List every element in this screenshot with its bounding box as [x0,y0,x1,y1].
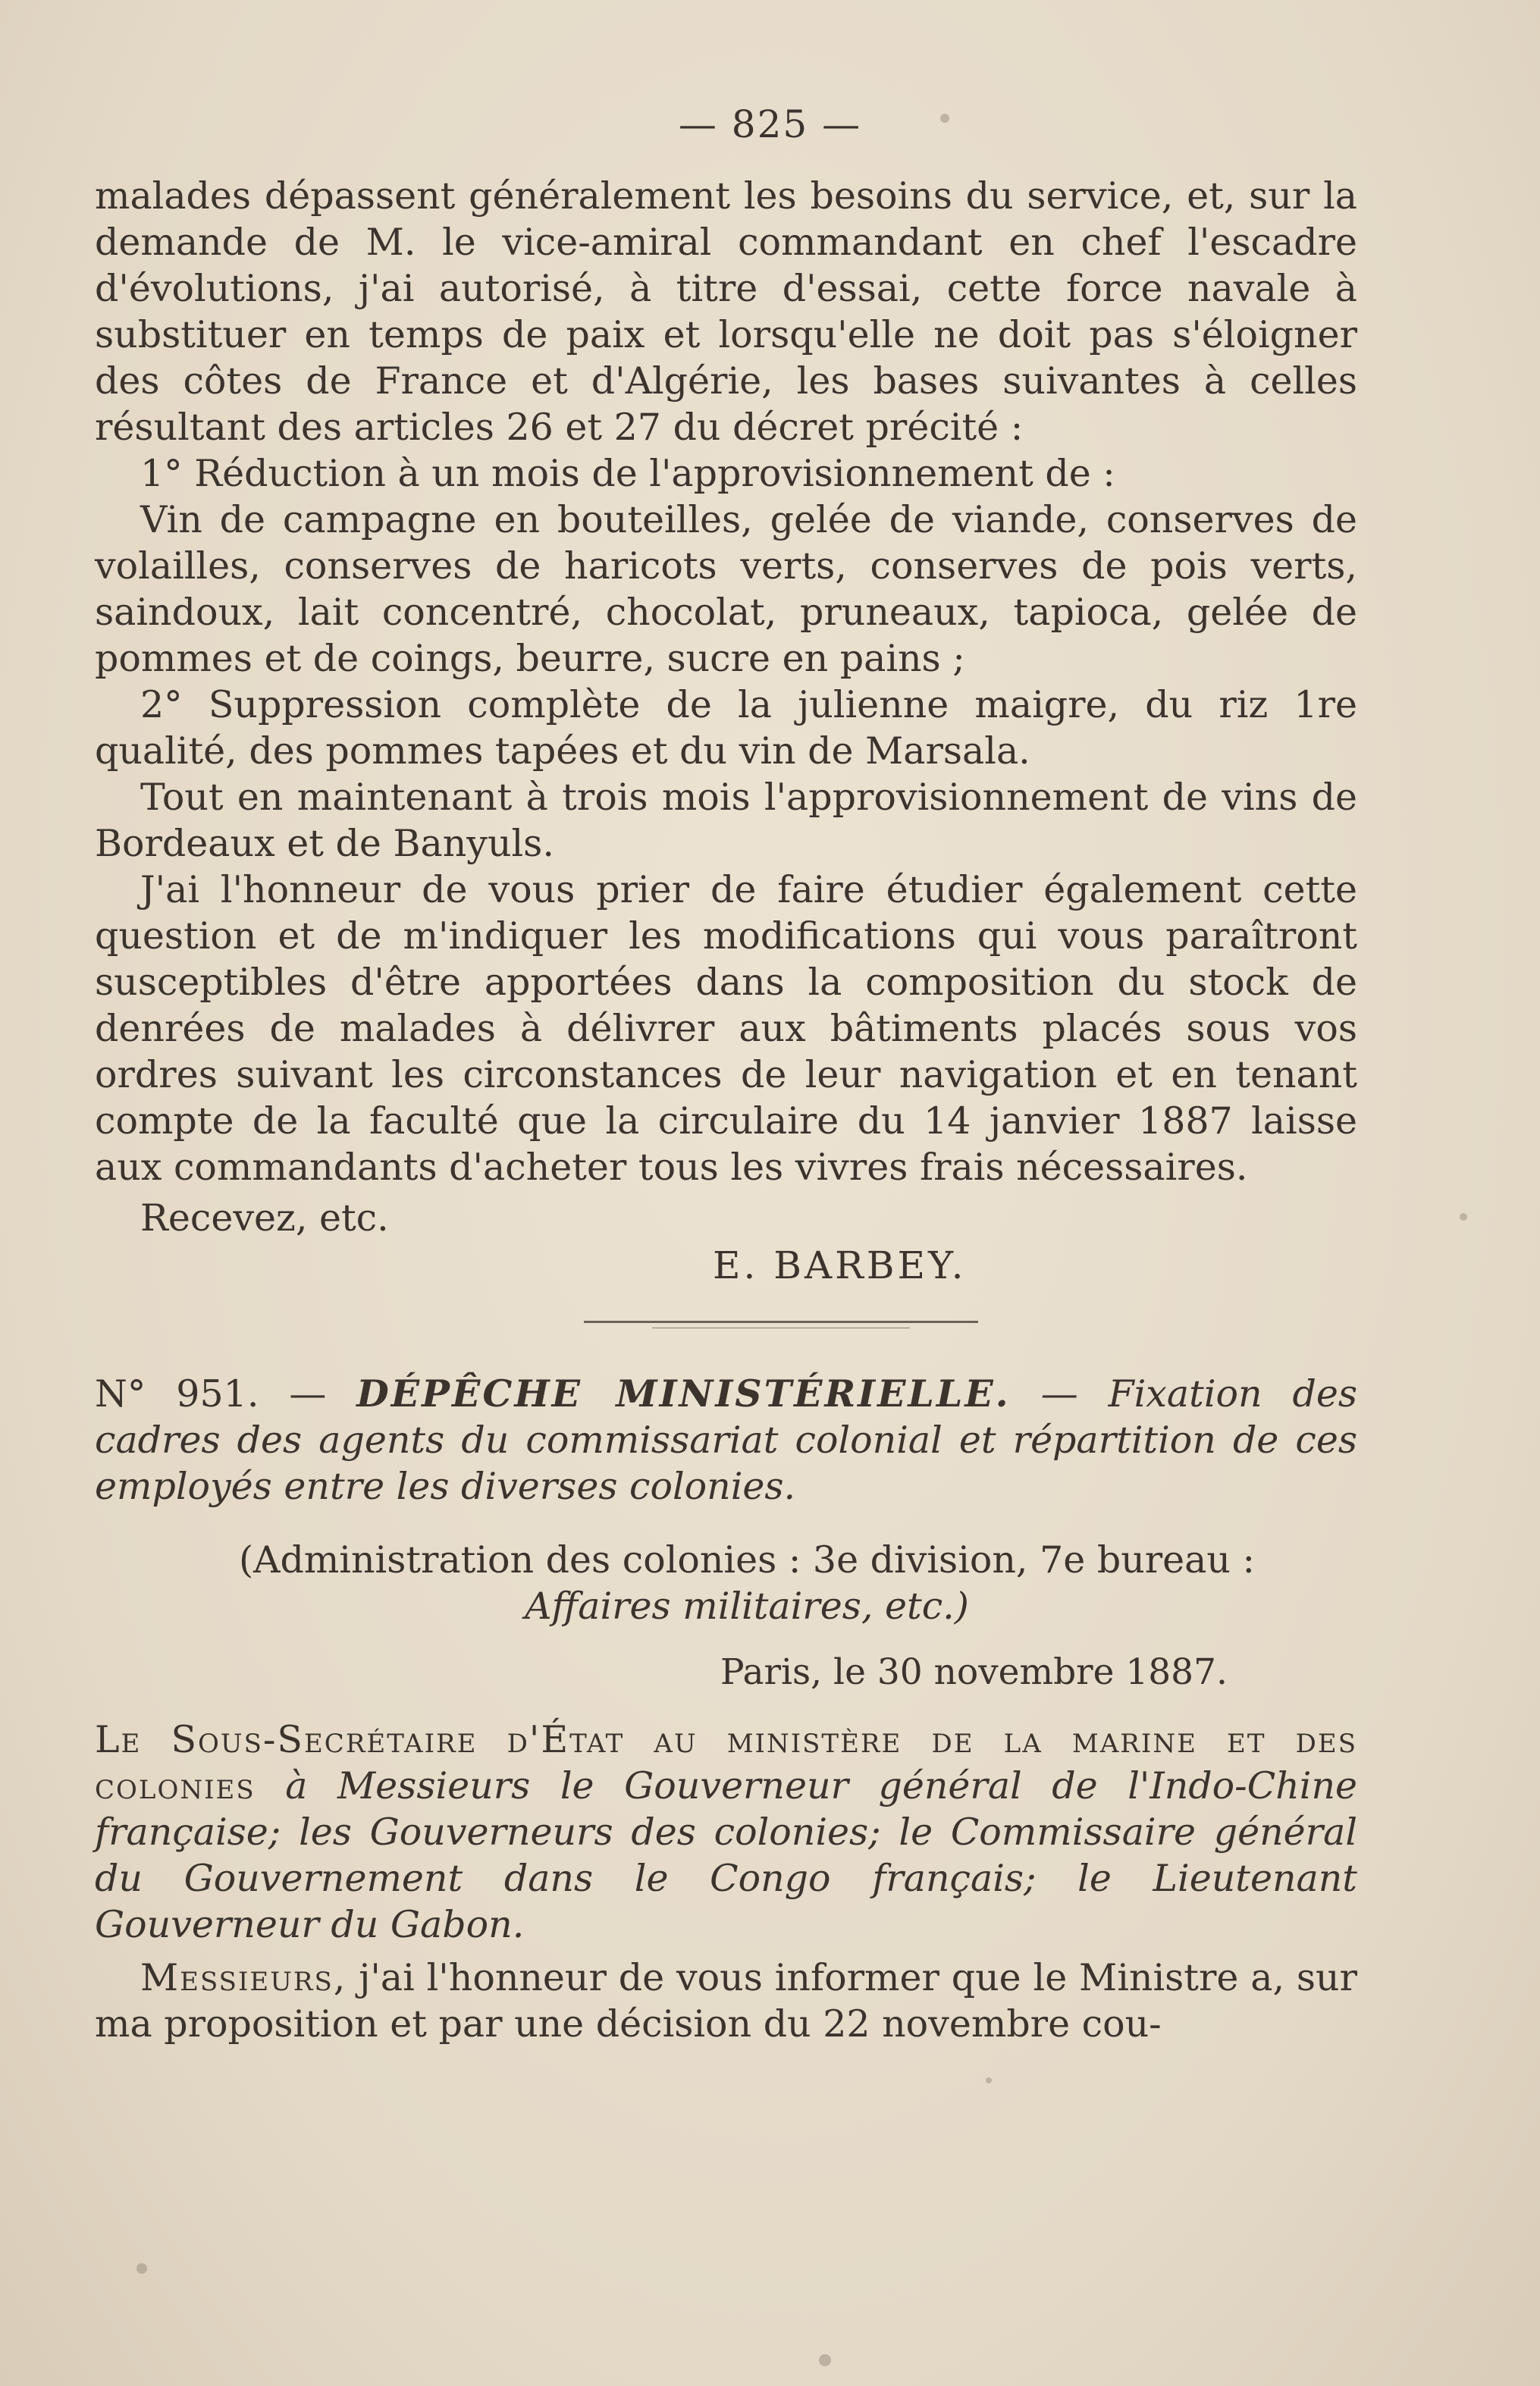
paper-speck [1460,1213,1467,1221]
paper-speck [986,2077,992,2083]
letter-body [95,173,1357,1241]
item-2: 2° Suppression complète de la julienne maigre, du riz 1re qualité, des pommes tapées et du vin de Marsala. [95,683,1357,773]
page-number: — 825 — [678,102,862,146]
section-separator [584,1321,978,1323]
dispatch-number: N° 951. — [95,1372,327,1416]
honneur-paragraph: J'ai l'honneur de vous prier de faire étudier également cette question et de m'indiquer les modifications qui vous paraîtront susceptibles d'être apportées dans la composition du stock de denrées de malades à délivrer aux bâtiments placés sous vos ordres suivant les circonstances de leur navigation et en tenant compte de la faculté que la circulaire du 14 janvier 1887 laisse aux commandants d'acheter tous les vivres frais nécessaires. [95,868,1357,1189]
administration-line-1: (Administration des colonies : 3e division, 7e bureau : [238,1538,1256,1582]
signature: E. BARBEY. [713,1243,967,1287]
tout-en-maintenant: Tout en maintenant à trois mois l'approvisionnement de vins de Bordeaux et de Banyuls. [95,776,1357,865]
continuation-paragraph: malades dépassent généralement les besoins du service, et, sur la demande de M. le vice-amiral commandant en chef l'escadre d'évolutions, j'ai autorisé, à titre d'essai, cette force navale à substituer en temps de paix et lorsqu'elle ne doit pas s'éloigner des côtes de France et d'Algérie, les bases suivantes à celles résultant des articles 26 et 27 du décret précité : [95,174,1357,449]
dispatch-subject: — Fixation des cadres des agents du commissariat colonial et répartition de ces employés entre les diverses colonies. [95,1372,1357,1508]
paper-speck [819,2354,831,2366]
administration-line-2: Affaires militaires, etc.) [525,1585,969,1628]
dispatch-body [95,1955,1357,2047]
salutation: Messieurs, [140,1956,347,1999]
administration-note [155,1537,1338,1629]
dispatch-heading [95,1371,1357,1510]
date-line: Paris, le 30 novembre 1887. [720,1651,1228,1693]
address-sender: Le Sous-Secrétaire d'État au ministère de la marine et des colonies [95,1718,1357,1808]
address-block [95,1717,1357,1948]
paper-speck [940,114,949,123]
closing-formula: Recevez, etc. [140,1196,389,1240]
paper-speck [136,2263,147,2274]
address-recipients: à Messieurs le Gouverneur général de l'Indo-Chine française; les Gouverneurs des colonies; le Commissaire général du Gouvernement dans le Congo français; le Lieutenant Gouverneur du Gabon. [95,1764,1357,1946]
dispatch-title: DÉPÊCHE MINISTÉRIELLE. [356,1372,1011,1416]
item-1-list: Vin de campagne en bouteilles, gelée de viande, conserves de volailles, conserves de haricots verts, conserves de pois verts, saindoux, lait concentré, chocolat, pruneaux, tapioca, gelée de pommes et de coings, beurre, sucre en pains ; [95,498,1357,680]
item-1-heading: 1° Réduction à un mois de l'approvisionnement de : [140,452,1115,495]
body-opening: j'ai l'honneur de vous informer que le Ministre a, sur ma proposition et par une décision du 22 novembre cou- [95,1956,1357,2046]
